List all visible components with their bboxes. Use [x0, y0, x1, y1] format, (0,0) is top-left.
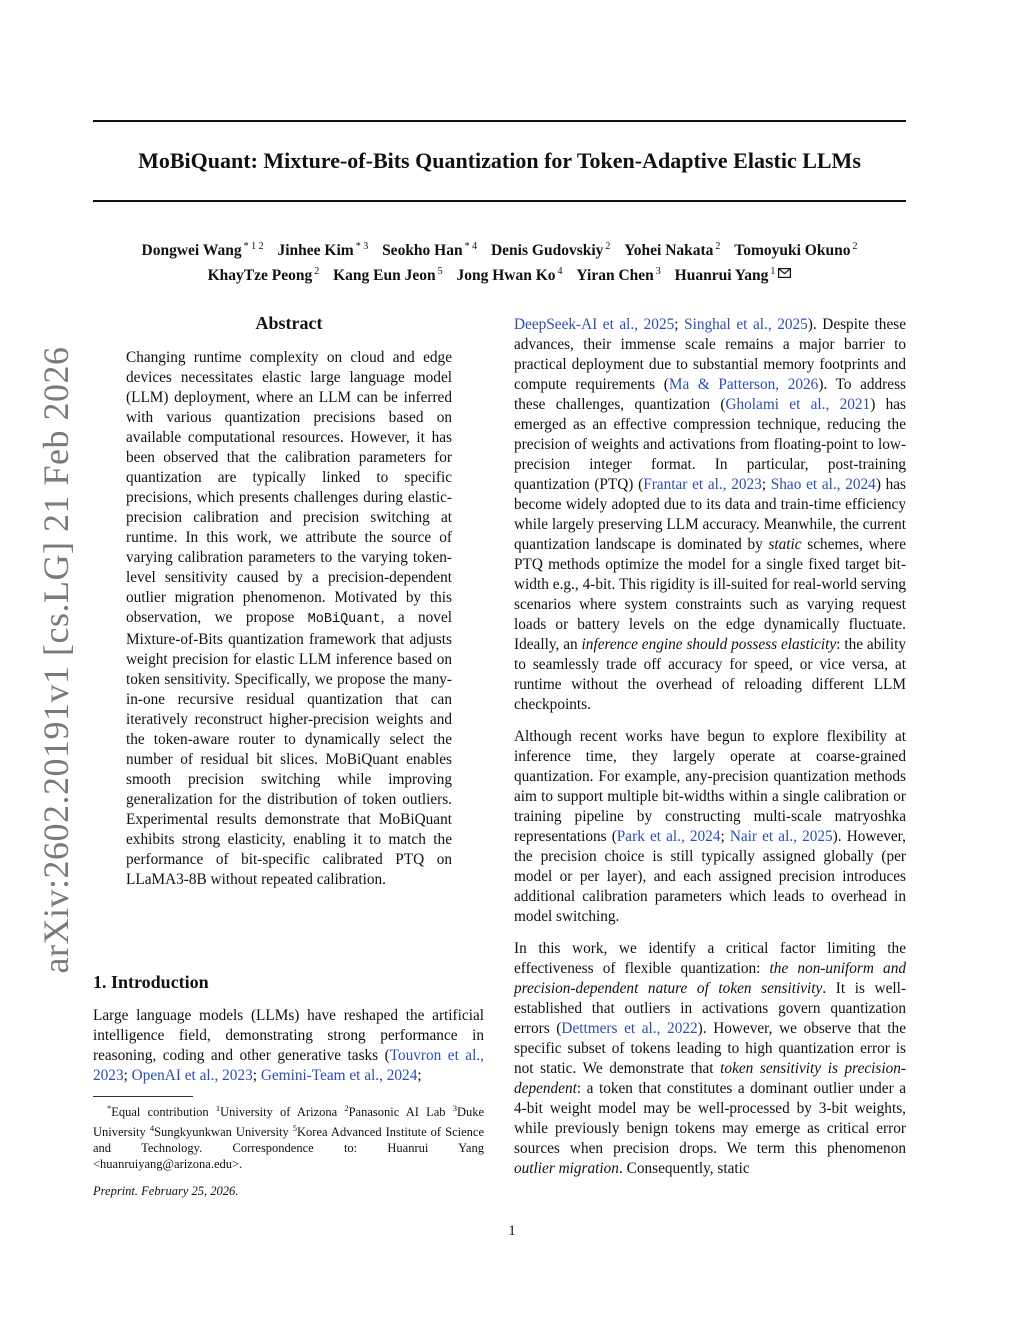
author: Jong Hwan Ko $^4$	[456, 266, 563, 284]
citation-link[interactable]: Gholami et al., 2021	[725, 396, 871, 413]
citation-link[interactable]: Frantar et al., 2023	[643, 476, 762, 493]
intro-paragraph-3: In this work, we identify a critical factor limiting the effectiveness of flexible quantization: the non-uniform and precision-dependent nature of token sensitivity. It is well-established that outliers in activations govern quantization errors (Dettmers et al., 2022). However, we observe that the specific subset of tokens leading to high quantization error is not static. We demonstrate that token sensitivity is precision-dependent: a token that constitutes a dominant outlier under a 4-bit weight model may be well-processed by 3-bit weights, while previously benign tokens may emerge as critical error sources when precision drops. We term this phenomenon outlier migration. Consequently, static	[514, 940, 906, 1177]
bottom-rule	[93, 200, 906, 202]
citation-link[interactable]: Nair et al., 2025	[729, 828, 833, 845]
abstract-heading: Abstract	[255, 313, 323, 333]
abstract-section	[126, 312, 452, 890]
author: KhayTze Peong $^2$	[207, 266, 320, 284]
author-line-2	[93, 261, 906, 286]
intro-paragraph-2: Although recent works have begun to explore flexibility at inference time, they largely operate at coarse-grained quantization. For example, any-precision quantization methods aim to support multiple bit-widths within a single calibration or training pipeline by constructing multi-scale matryoshka representations (Park et al., 2024; Nair et al., 2025). However, the precision choice is still typically assigned globally (per model or per layer), and each assigned precision introduces additional calibration parameters which leads to overhead in model switching.	[514, 728, 906, 925]
citation-link[interactable]: Dettmers et al., 2022	[561, 1020, 698, 1037]
footnote: *Equal contribution $^1$University of Arizona $^2$Panasonic AI Lab $^3$Duke University $^4$Sungkyunkwan University $^5$Korea Advanced Institute of Science and Technology. Correspondence to: Huanrui Yang <huanruiyang@arizona.edu>.	[93, 1103, 485, 1172]
introduction-right	[514, 315, 906, 1179]
citation-link[interactable]: Touvron et al., 2023	[93, 1047, 484, 1084]
citation-link[interactable]: OpenAI et al., 2023	[131, 1067, 253, 1084]
arxiv-identifier: arXiv:2602.20191v1 [cs.LG] 21 Feb 2026	[36, 346, 76, 974]
author: Seokho Han $^{* 4}$	[382, 241, 478, 259]
author: Tomoyuki Okuno $^2$	[734, 241, 858, 259]
footnote-rule	[93, 1096, 193, 1097]
author: Kang Eun Jeon $^5$	[333, 266, 443, 284]
introduction-left	[93, 970, 484, 1086]
envelope-icon	[778, 268, 791, 278]
author: Huanrui Yang $^1$	[675, 267, 792, 284]
citation-link[interactable]: Park et al., 2024	[616, 828, 721, 845]
paper-title: MoBiQuant: Mixture-of-Bits Quantization for Token-Adaptive Elastic LLMs	[138, 148, 861, 173]
page-number: 1	[508, 1223, 516, 1239]
author: Jinhee Kim $^{* 3}$	[277, 241, 369, 259]
abstract-body: Changing runtime complexity on cloud and edge devices necessitates elastic large language model (LLM) deployment, where an LLM can be inferred with various quantization precisions based on available computational resources. However, it has been observed that the calibration parameters for quantization are typically linked to specific precisions, which presents challenges during elastic-precision calibration and precision switching at runtime. In this work, we attribute the source of varying calibration parameters to the varying token-level sensitivity caused by a precision-dependent outlier migration phenomenon. Motivated by this observation, we propose MoBiQuant, a novel Mixture-of-Bits quantization framework that adjusts weight precision for elastic LLM inference based on token sensitivity. Specifically, we propose the many-in-one recursive residual quantization that can iteratively reconstruct higher-precision weights and the token-aware router to dynamically select the number of residual bit slices. MoBiQuant enables smooth precision switching while improving generalization for the distribution of token outliers. Experimental results demonstrate that MoBiQuant exhibits strong elasticity, enabling it to match the performance of bit-specific calibrated PTQ on LLaMA3-8B without repeated calibration.	[126, 349, 452, 888]
author: Yiran Chen $^3$	[576, 266, 661, 284]
citation-link[interactable]: Shao et al., 2024	[770, 476, 876, 493]
method-name: MoBiQuant	[307, 612, 381, 627]
author: Dongwei Wang $^{* 1 2}$	[141, 241, 264, 259]
top-rule	[93, 120, 906, 122]
author-line-1	[93, 236, 906, 261]
section-heading: 1. Introduction	[93, 972, 209, 992]
citation-link[interactable]: Ma & Patterson, 2026	[668, 376, 819, 393]
intro-paragraph-1-cont: DeepSeek-AI et al., 2025; Singhal et al., 2025). Despite these advances, their immense scale remains a major barrier to practical deployment due to substantial memory footprints and compute requirements (Ma & Patterson, 2026). To address these challenges, quantization (Gholami et al., 2021) has emerged as an effective compression technique, reducing the precision of weights and activations from floating-point to low-precision integer format. In particular, post-training quantization (PTQ) (Frantar et al., 2023; Shao et al., 2024) has become widely adopted due to its data and train-time efficiency while largely preserving LLM accuracy. Meanwhile, the current quantization landscape is dominated by static schemes, where PTQ methods optimize the model for a single fixed target bit-width e.g., 4-bit. This rigidity is ill-suited for real-world serving scenarios where system constraints such as varying request loads or battery levels on the edge dynamically fluctuate. Ideally, an inference engine should possess elasticity: the ability to seamlessly trade off accuracy for speed, or vice versa, at runtime without the overhead of reloading different LLM checkpoints.	[514, 316, 907, 713]
preprint-note: Preprint. February 25, 2026.	[93, 1184, 239, 1198]
intro-paragraph-1-start: Large language models (LLMs) have reshaped the artificial intelligence field, demonstrating strong performance in reasoning, coding and other generative tasks (Touvron et al., 2023; OpenAI et al., 2023; Gemini-Team et al., 2024;	[93, 1007, 484, 1084]
author: Yohei Nakata $^2$	[624, 241, 721, 259]
citation-link[interactable]: Singhal et al., 2025	[684, 316, 808, 333]
citation-link[interactable]: Gemini-Team et al., 2024	[260, 1067, 418, 1084]
author-list	[93, 236, 906, 286]
citation-link[interactable]: DeepSeek-AI et al., 2025	[514, 316, 675, 333]
author: Denis Gudovskiy $^2$	[490, 241, 611, 259]
